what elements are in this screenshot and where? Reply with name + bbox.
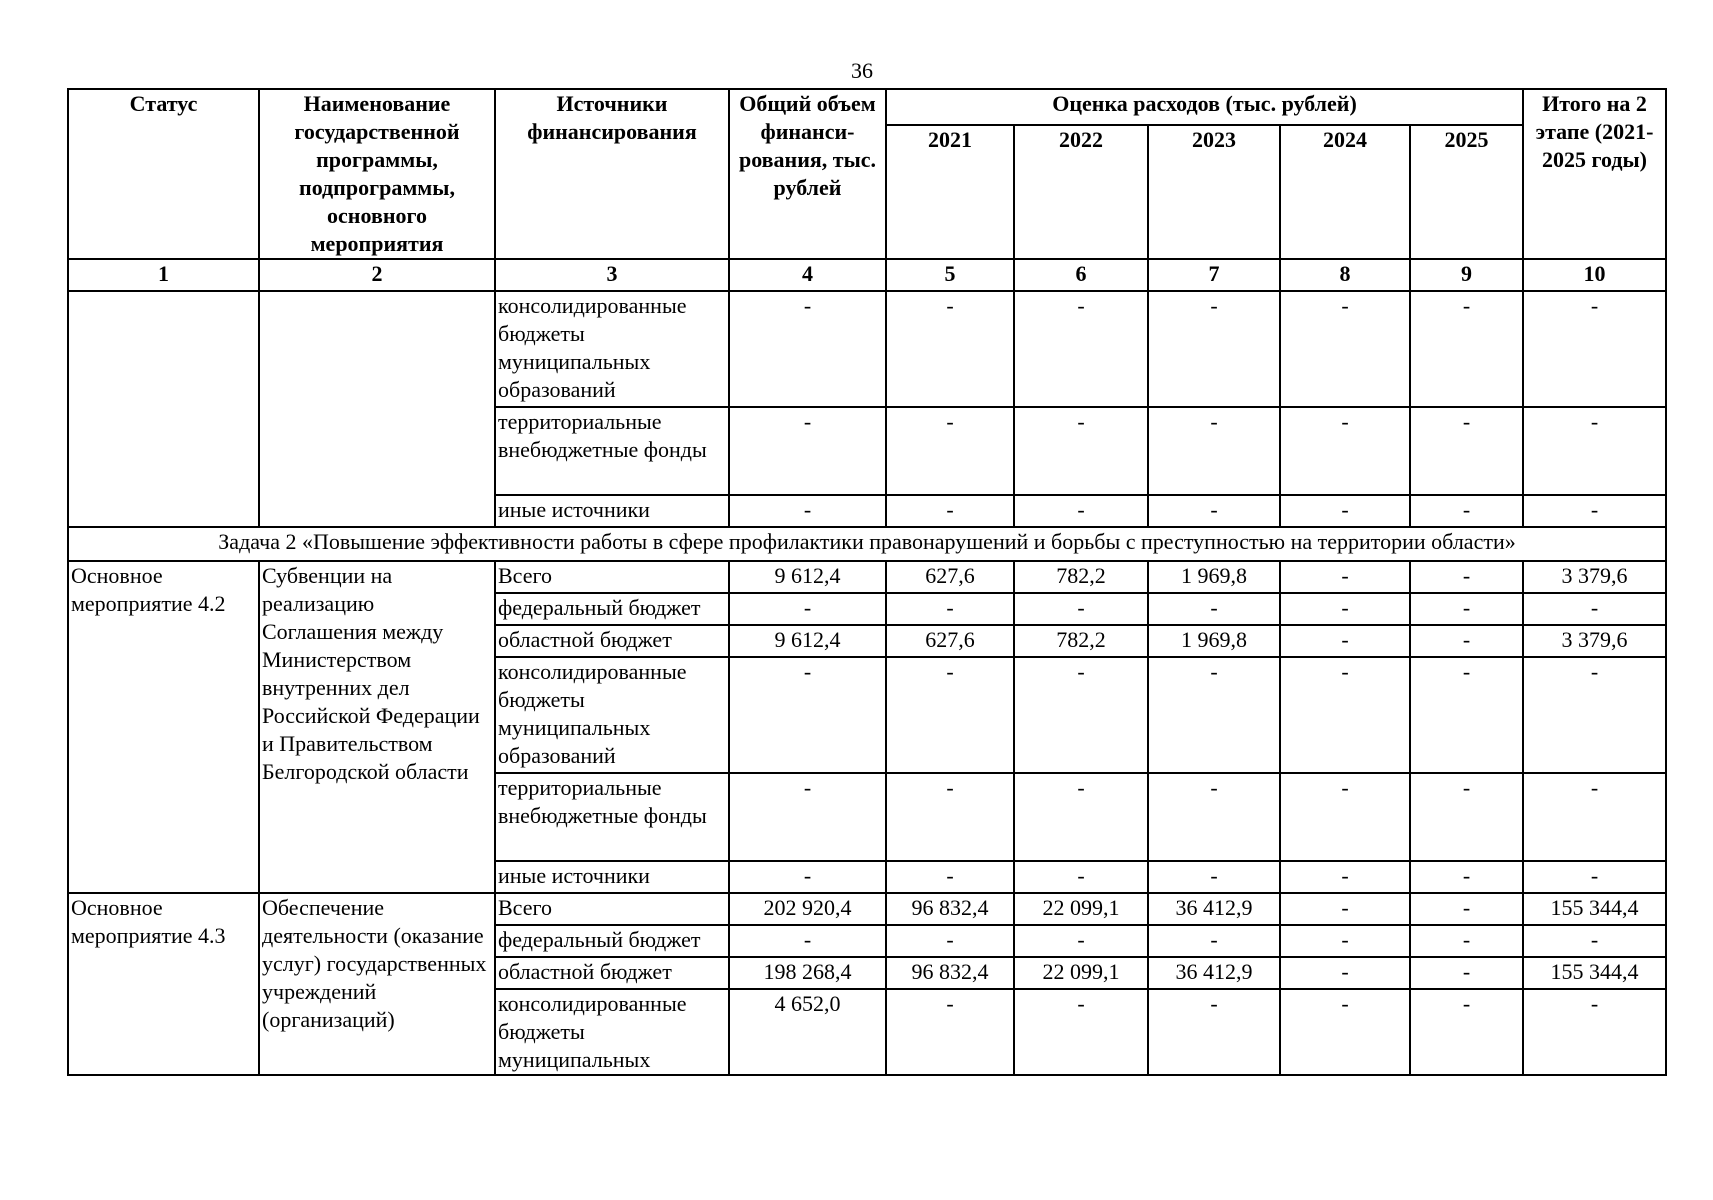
value-cell: - — [1148, 989, 1280, 1075]
value-cell: - — [1280, 989, 1410, 1075]
value-cell: - — [886, 291, 1014, 407]
value-cell: - — [1523, 407, 1666, 495]
value-cell: - — [1410, 925, 1523, 957]
header-sources: Источники финансирования — [495, 89, 729, 259]
value-cell: - — [1148, 495, 1280, 527]
value-cell: - — [1280, 407, 1410, 495]
value-cell: 96 832,4 — [886, 893, 1014, 925]
value-cell: - — [886, 593, 1014, 625]
header-status: Статус — [68, 89, 259, 259]
value-cell: - — [1410, 957, 1523, 989]
value-cell: - — [729, 291, 886, 407]
value-cell: 155 344,4 — [1523, 893, 1666, 925]
value-cell: - — [1280, 495, 1410, 527]
status-cell: Основное мероприятие 4.2 — [68, 561, 259, 893]
value-cell: - — [1014, 407, 1148, 495]
value-cell: - — [1280, 291, 1410, 407]
value-cell: - — [1148, 925, 1280, 957]
value-cell: - — [1148, 407, 1280, 495]
value-cell: - — [886, 989, 1014, 1075]
value-cell: - — [886, 495, 1014, 527]
value-cell: 627,6 — [886, 625, 1014, 657]
task-row — [68, 527, 1666, 561]
value-cell: - — [1410, 773, 1523, 861]
value-cell: - — [1014, 657, 1148, 773]
value-cell: - — [1014, 989, 1148, 1075]
source-cell: федеральный бюджет — [495, 925, 729, 957]
source-cell: Всего — [495, 893, 729, 925]
value-cell: - — [729, 773, 886, 861]
value-cell: - — [1410, 893, 1523, 925]
value-cell: - — [1148, 773, 1280, 861]
value-cell: - — [1280, 925, 1410, 957]
value-cell: 9 612,4 — [729, 561, 886, 593]
value-cell: - — [1014, 291, 1148, 407]
value-cell: - — [1410, 593, 1523, 625]
value-cell: 202 920,4 — [729, 893, 886, 925]
value-cell: 3 379,6 — [1523, 625, 1666, 657]
value-cell: - — [729, 925, 886, 957]
value-cell: - — [729, 407, 886, 495]
value-cell: - — [1014, 593, 1148, 625]
value-cell: - — [729, 861, 886, 893]
header-year: 2023 — [1148, 125, 1280, 259]
value-cell: - — [1410, 291, 1523, 407]
value-cell: 96 832,4 — [886, 957, 1014, 989]
value-cell: - — [1148, 593, 1280, 625]
header-year: 2025 — [1410, 125, 1523, 259]
value-cell: - — [1410, 625, 1523, 657]
value-cell: - — [729, 593, 886, 625]
value-cell: - — [1523, 593, 1666, 625]
source-cell: областной бюджет — [495, 625, 729, 657]
name-cell: Обеспечение деятельности (оказание услуг) государственных учреждений (организаций) — [259, 893, 495, 1075]
name-cell — [259, 291, 495, 527]
value-cell: - — [1523, 495, 1666, 527]
value-cell: - — [729, 495, 886, 527]
value-cell: 4 652,0 — [729, 989, 886, 1075]
value-cell: - — [1280, 657, 1410, 773]
value-cell: - — [1410, 989, 1523, 1075]
column-number: 5 — [886, 259, 1014, 291]
source-cell: иные источники — [495, 495, 729, 527]
value-cell: - — [1280, 593, 1410, 625]
table-row — [68, 291, 1666, 407]
value-cell: - — [1148, 291, 1280, 407]
value-cell: - — [1410, 657, 1523, 773]
source-cell: территориальные внебюджетные фонды — [495, 773, 729, 861]
column-number: 4 — [729, 259, 886, 291]
value-cell: - — [1148, 657, 1280, 773]
value-cell: 3 379,6 — [1523, 561, 1666, 593]
value-cell: 155 344,4 — [1523, 957, 1666, 989]
value-cell: - — [1523, 773, 1666, 861]
value-cell: 782,2 — [1014, 625, 1148, 657]
column-number: 3 — [495, 259, 729, 291]
source-cell: федеральный бюджет — [495, 593, 729, 625]
source-cell: иные источники — [495, 861, 729, 893]
value-cell: - — [1014, 861, 1148, 893]
task-title: Задача 2 «Повышение эффективности работы в сфере профилактики правонарушений и борьбы с преступностью на территории области» — [68, 527, 1666, 561]
value-cell: 782,2 — [1014, 561, 1148, 593]
value-cell: 198 268,4 — [729, 957, 886, 989]
value-cell: - — [1410, 407, 1523, 495]
source-cell: территориальные внебюджетные фонды — [495, 407, 729, 495]
value-cell: 9 612,4 — [729, 625, 886, 657]
budget-table — [67, 88, 1667, 1076]
column-number: 2 — [259, 259, 495, 291]
source-cell: областной бюджет — [495, 957, 729, 989]
page-number: 36 — [851, 58, 873, 83]
value-cell: - — [1523, 925, 1666, 957]
value-cell: - — [1523, 861, 1666, 893]
value-cell: - — [886, 657, 1014, 773]
header-estimate: Оценка расходов (тыс. рублей) — [886, 89, 1523, 125]
value-cell: - — [1280, 893, 1410, 925]
value-cell: - — [1014, 495, 1148, 527]
value-cell: - — [1410, 861, 1523, 893]
header-stage-total: Итого на 2 этапе (2021-2025 годы) — [1523, 89, 1666, 259]
column-number: 1 — [68, 259, 259, 291]
value-cell: - — [1014, 925, 1148, 957]
value-cell: - — [1410, 561, 1523, 593]
value-cell: - — [1523, 291, 1666, 407]
value-cell: - — [1280, 625, 1410, 657]
column-number: 10 — [1523, 259, 1666, 291]
column-number: 6 — [1014, 259, 1148, 291]
value-cell: - — [729, 657, 886, 773]
header-name: Наименование государственной программы, подпрограммы, основного мероприятия — [259, 89, 495, 259]
column-number: 8 — [1280, 259, 1410, 291]
header-total: Общий объем финанси-рования, тыс. рублей — [729, 89, 886, 259]
column-number: 7 — [1148, 259, 1280, 291]
name-cell: Субвенции на реализацию Соглашения между Министерством внутренних дел Российской Федерации и Правительством Белгородской области — [259, 561, 495, 893]
value-cell: - — [1280, 561, 1410, 593]
value-cell: 22 099,1 — [1014, 893, 1148, 925]
value-cell: - — [1280, 773, 1410, 861]
value-cell: 1 969,8 — [1148, 625, 1280, 657]
value-cell: - — [886, 861, 1014, 893]
source-cell: консолидированные бюджеты муниципальных образований — [495, 657, 729, 773]
value-cell: - — [1523, 657, 1666, 773]
value-cell: 1 969,8 — [1148, 561, 1280, 593]
value-cell: 22 099,1 — [1014, 957, 1148, 989]
value-cell: - — [886, 773, 1014, 861]
value-cell: 36 412,9 — [1148, 957, 1280, 989]
source-cell: консолидированные бюджеты муниципальных — [495, 989, 729, 1075]
status-cell — [68, 291, 259, 527]
source-cell: Всего — [495, 561, 729, 593]
value-cell: - — [886, 407, 1014, 495]
header-year: 2024 — [1280, 125, 1410, 259]
header-year: 2022 — [1014, 125, 1148, 259]
column-number: 9 — [1410, 259, 1523, 291]
status-cell: Основное мероприятие 4.3 — [68, 893, 259, 1075]
value-cell: - — [1410, 495, 1523, 527]
value-cell: 36 412,9 — [1148, 893, 1280, 925]
header-year: 2021 — [886, 125, 1014, 259]
value-cell: 627,6 — [886, 561, 1014, 593]
value-cell: - — [1280, 957, 1410, 989]
source-cell: консолидированные бюджеты муниципальных образований — [495, 291, 729, 407]
value-cell: - — [1148, 861, 1280, 893]
value-cell: - — [1014, 773, 1148, 861]
column-number-row — [68, 259, 1666, 291]
table-row — [68, 893, 1666, 925]
value-cell: - — [886, 925, 1014, 957]
value-cell: - — [1523, 989, 1666, 1075]
table-row — [68, 561, 1666, 593]
value-cell: - — [1280, 861, 1410, 893]
